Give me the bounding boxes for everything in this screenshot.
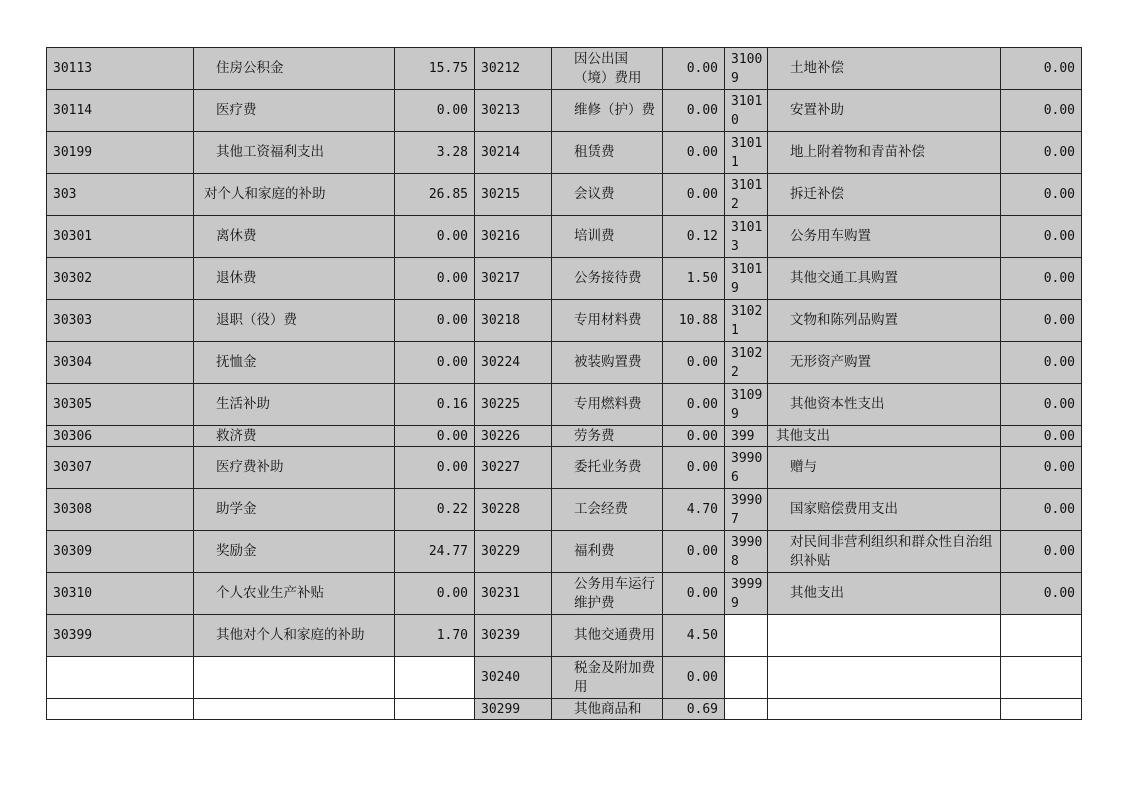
amount-cell: 0.00	[1001, 132, 1082, 174]
item-name-cell: 公务用车购置	[768, 216, 1001, 258]
amount-cell: 0.00	[395, 300, 475, 342]
table-row	[47, 258, 1082, 300]
code-cell: 30113	[47, 48, 194, 90]
table-body	[47, 48, 1082, 720]
amount-cell: 0.16	[395, 384, 475, 426]
code-cell: 30309	[47, 531, 194, 573]
item-name-cell: 公务接待费	[552, 258, 663, 300]
code-cell: 31021	[725, 300, 768, 342]
code-cell: 31099	[725, 384, 768, 426]
amount-cell: 0.00	[395, 342, 475, 384]
table-row	[47, 657, 1082, 699]
table-row	[47, 342, 1082, 384]
code-cell: 31022	[725, 342, 768, 384]
item-name-cell: 离休费	[194, 216, 395, 258]
amount-cell: 0.00	[663, 447, 725, 489]
item-name-cell: 无形资产购置	[768, 342, 1001, 384]
item-name-cell: 退休费	[194, 258, 395, 300]
code-cell: 31019	[725, 258, 768, 300]
amount-cell: 0.00	[663, 48, 725, 90]
table-row	[47, 48, 1082, 90]
item-name-cell: 安置补助	[768, 90, 1001, 132]
code-cell: 30302	[47, 258, 194, 300]
amount-cell	[1001, 657, 1082, 699]
amount-cell: 0.00	[1001, 531, 1082, 573]
code-cell: 31010	[725, 90, 768, 132]
amount-cell: 0.00	[663, 384, 725, 426]
amount-cell: 4.70	[663, 489, 725, 531]
item-name-cell: 拆迁补偿	[768, 174, 1001, 216]
item-name-cell: 委托业务费	[552, 447, 663, 489]
item-name-cell: 对个人和家庭的补助	[194, 174, 395, 216]
code-cell: 30212	[475, 48, 552, 90]
item-name-cell: 工会经费	[552, 489, 663, 531]
amount-cell: 0.00	[1001, 174, 1082, 216]
code-cell: 31012	[725, 174, 768, 216]
code-cell: 303	[47, 174, 194, 216]
amount-cell: 0.00	[395, 573, 475, 615]
table-row	[47, 300, 1082, 342]
amount-cell: 24.77	[395, 531, 475, 573]
code-cell	[725, 699, 768, 720]
item-name-cell: 其他工资福利支出	[194, 132, 395, 174]
item-name-cell: 专用燃料费	[552, 384, 663, 426]
amount-cell: 0.00	[1001, 384, 1082, 426]
item-name-cell: 其他资本性支出	[768, 384, 1001, 426]
code-cell: 30239	[475, 615, 552, 657]
code-cell: 31013	[725, 216, 768, 258]
amount-cell: 4.50	[663, 615, 725, 657]
code-cell: 30216	[475, 216, 552, 258]
code-cell: 30227	[475, 447, 552, 489]
table-row	[47, 384, 1082, 426]
amount-cell: 0.12	[663, 216, 725, 258]
item-name-cell	[194, 699, 395, 720]
amount-cell: 0.00	[1001, 573, 1082, 615]
amount-cell: 0.00	[663, 90, 725, 132]
item-name-cell: 税金及附加费用	[552, 657, 663, 699]
item-name-cell: 福利费	[552, 531, 663, 573]
item-name-cell: 租赁费	[552, 132, 663, 174]
item-name-cell: 维修（护）费	[552, 90, 663, 132]
item-name-cell: 其他支出	[768, 573, 1001, 615]
expenditure-table	[46, 47, 1082, 720]
table-row	[47, 447, 1082, 489]
amount-cell	[395, 699, 475, 720]
code-cell: 30303	[47, 300, 194, 342]
code-cell: 30217	[475, 258, 552, 300]
code-cell: 39907	[725, 489, 768, 531]
amount-cell: 0.00	[1001, 216, 1082, 258]
item-name-cell: 地上附着物和青苗补偿	[768, 132, 1001, 174]
amount-cell: 0.00	[663, 657, 725, 699]
code-cell	[47, 699, 194, 720]
table-row	[47, 489, 1082, 531]
code-cell: 30218	[475, 300, 552, 342]
amount-cell: 0.00	[663, 174, 725, 216]
table-row	[47, 174, 1082, 216]
amount-cell: 0.00	[663, 573, 725, 615]
amount-cell: 0.00	[1001, 48, 1082, 90]
amount-cell: 0.22	[395, 489, 475, 531]
item-name-cell: 奖励金	[194, 531, 395, 573]
amount-cell	[395, 657, 475, 699]
table-row	[47, 90, 1082, 132]
table-row	[47, 531, 1082, 573]
item-name-cell: 住房公积金	[194, 48, 395, 90]
amount-cell: 0.00	[1001, 342, 1082, 384]
amount-cell: 0.00	[663, 426, 725, 447]
amount-cell: 10.88	[663, 300, 725, 342]
code-cell: 30399	[47, 615, 194, 657]
item-name-cell: 专用材料费	[552, 300, 663, 342]
amount-cell: 0.00	[395, 258, 475, 300]
code-cell: 30304	[47, 342, 194, 384]
amount-cell: 0.00	[1001, 426, 1082, 447]
item-name-cell: 会议费	[552, 174, 663, 216]
table-row	[47, 615, 1082, 657]
amount-cell: 15.75	[395, 48, 475, 90]
code-cell: 30299	[475, 699, 552, 720]
item-name-cell: 被装购置费	[552, 342, 663, 384]
code-cell: 30114	[47, 90, 194, 132]
amount-cell: 0.00	[395, 216, 475, 258]
code-cell: 30231	[475, 573, 552, 615]
code-cell: 39999	[725, 573, 768, 615]
code-cell: 30228	[475, 489, 552, 531]
code-cell: 30213	[475, 90, 552, 132]
amount-cell	[1001, 699, 1082, 720]
item-name-cell: 个人农业生产补贴	[194, 573, 395, 615]
code-cell: 30225	[475, 384, 552, 426]
amount-cell: 0.00	[663, 342, 725, 384]
amount-cell: 0.00	[1001, 447, 1082, 489]
item-name-cell: 培训费	[552, 216, 663, 258]
amount-cell: 0.00	[395, 426, 475, 447]
amount-cell: 0.00	[1001, 300, 1082, 342]
item-name-cell: 土地补偿	[768, 48, 1001, 90]
code-cell: 30310	[47, 573, 194, 615]
amount-cell	[1001, 615, 1082, 657]
code-cell	[47, 657, 194, 699]
item-name-cell: 医疗费	[194, 90, 395, 132]
table-row	[47, 132, 1082, 174]
item-name-cell: 抚恤金	[194, 342, 395, 384]
item-name-cell: 劳务费	[552, 426, 663, 447]
code-cell: 30199	[47, 132, 194, 174]
code-cell: 30215	[475, 174, 552, 216]
item-name-cell: 医疗费补助	[194, 447, 395, 489]
code-cell: 30224	[475, 342, 552, 384]
amount-cell: 1.70	[395, 615, 475, 657]
item-name-cell	[194, 657, 395, 699]
amount-cell: 0.00	[1001, 489, 1082, 531]
item-name-cell: 其他对个人和家庭的补助	[194, 615, 395, 657]
item-name-cell: 其他交通工具购置	[768, 258, 1001, 300]
item-name-cell	[768, 657, 1001, 699]
item-name-cell: 其他交通费用	[552, 615, 663, 657]
code-cell: 30307	[47, 447, 194, 489]
amount-cell: 26.85	[395, 174, 475, 216]
item-name-cell: 公务用车运行维护费	[552, 573, 663, 615]
code-cell: 31011	[725, 132, 768, 174]
item-name-cell: 生活补助	[194, 384, 395, 426]
code-cell: 39908	[725, 531, 768, 573]
code-cell: 30226	[475, 426, 552, 447]
item-name-cell: 其他支出	[768, 426, 1001, 447]
item-name-cell	[768, 699, 1001, 720]
amount-cell: 0.00	[395, 447, 475, 489]
amount-cell: 1.50	[663, 258, 725, 300]
code-cell: 30308	[47, 489, 194, 531]
code-cell: 30305	[47, 384, 194, 426]
item-name-cell: 对民间非营利组织和群众性自治组织补贴	[768, 531, 1001, 573]
item-name-cell: 助学金	[194, 489, 395, 531]
item-name-cell: 国家赔偿费用支出	[768, 489, 1001, 531]
code-cell: 30240	[475, 657, 552, 699]
code-cell	[725, 615, 768, 657]
code-cell	[725, 657, 768, 699]
item-name-cell: 退职（役）费	[194, 300, 395, 342]
amount-cell: 0.69	[663, 699, 725, 720]
table-row	[47, 573, 1082, 615]
amount-cell: 0.00	[395, 90, 475, 132]
amount-cell: 3.28	[395, 132, 475, 174]
table-row	[47, 699, 1082, 720]
item-name-cell: 其他商品和	[552, 699, 663, 720]
item-name-cell: 救济费	[194, 426, 395, 447]
table-row	[47, 426, 1082, 447]
amount-cell: 0.00	[663, 132, 725, 174]
code-cell: 39906	[725, 447, 768, 489]
code-cell: 30306	[47, 426, 194, 447]
table-row	[47, 216, 1082, 258]
code-cell: 399	[725, 426, 768, 447]
item-name-cell: 文物和陈列品购置	[768, 300, 1001, 342]
amount-cell: 0.00	[1001, 258, 1082, 300]
item-name-cell: 因公出国（境）费用	[552, 48, 663, 90]
item-name-cell: 赠与	[768, 447, 1001, 489]
code-cell: 30301	[47, 216, 194, 258]
amount-cell: 0.00	[663, 531, 725, 573]
code-cell: 30214	[475, 132, 552, 174]
item-name-cell	[768, 615, 1001, 657]
amount-cell: 0.00	[1001, 90, 1082, 132]
code-cell: 31009	[725, 48, 768, 90]
code-cell: 30229	[475, 531, 552, 573]
